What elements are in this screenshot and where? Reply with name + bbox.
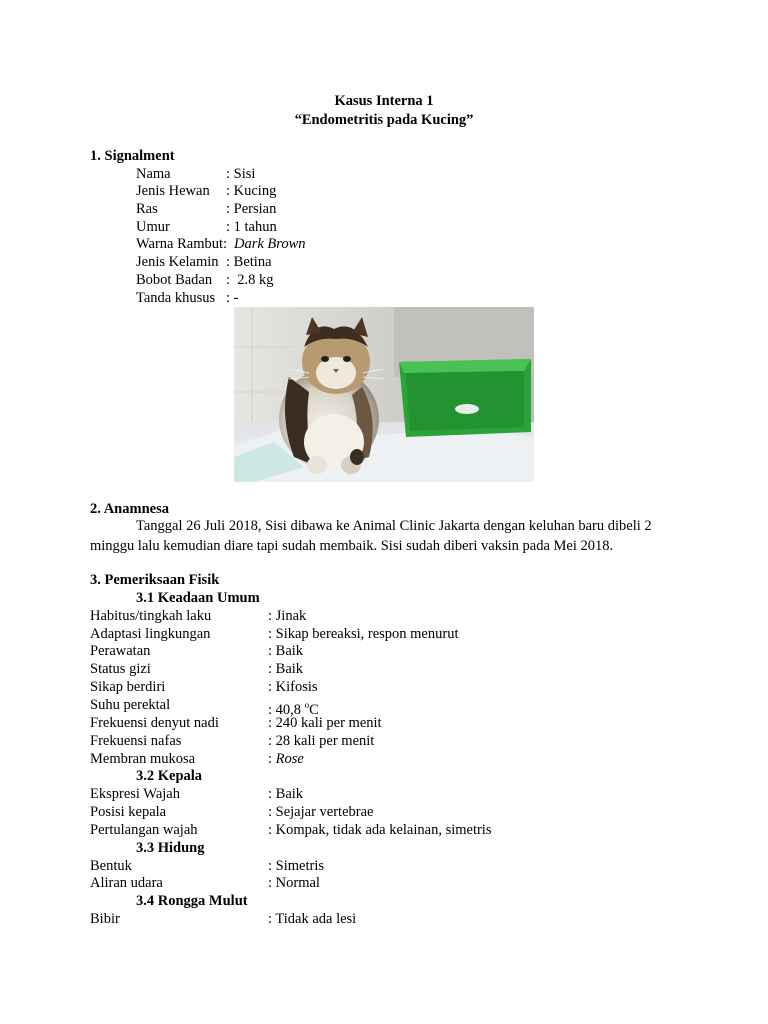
signalment-value: Dark Brown — [234, 236, 306, 252]
section-heading-kepala: 3.2 Kepala — [136, 768, 203, 784]
signalment-label: Warna Rambut: — [136, 236, 228, 252]
exam-label: Bibir — [90, 911, 120, 927]
exam-label: Pertulangan wajah — [90, 822, 198, 838]
exam-label: Bentuk — [90, 858, 132, 874]
exam-value: : Kompak, tidak ada kelainan, simetris — [268, 822, 492, 838]
temperature-value: : 40,8 — [268, 702, 305, 718]
exam-value: : Simetris — [268, 858, 324, 874]
cat-photo — [234, 307, 534, 482]
exam-value: : Baik — [268, 786, 304, 802]
exam-label: Ekspresi Wajah — [90, 786, 180, 802]
mucosa-colon: : — [268, 751, 276, 767]
exam-value: : 28 kali per menit — [268, 733, 375, 749]
exam-value: : Baik — [268, 643, 304, 659]
signalment-label: Bobot Badan — [136, 272, 213, 288]
degree-sup: o — [304, 700, 310, 710]
exam-value: : Kifosis — [268, 679, 318, 695]
anamnesa-text-line: Tanggal 26 Juli 2018, Sisi dibawa ke Animal Clinic Jakarta dengan keluhan baru dibeli 2 — [136, 518, 652, 534]
signalment-label: Nama — [136, 166, 171, 182]
signalment-value: : - — [226, 290, 239, 306]
signalment-label: Jenis Kelamin — [136, 254, 219, 270]
signalment-label: Jenis Hewan — [136, 183, 210, 199]
exam-value-mucosa — [268, 750, 304, 768]
signalment-label: Ras — [136, 201, 158, 217]
exam-value: : Jinak — [268, 608, 307, 624]
exam-label: Perawatan — [90, 643, 151, 659]
document-subtitle: “Endometritis pada Kucing” — [294, 112, 474, 128]
signalment-label: Umur — [136, 219, 170, 235]
exam-label: Sikap berdiri — [90, 679, 166, 695]
anamnesa-heading: 2. Anamnesa — [90, 501, 169, 517]
exam-value: : Baik — [268, 661, 304, 677]
exam-label: Frekuensi nafas — [90, 733, 182, 749]
document-title: Kasus Interna 1 — [334, 93, 434, 109]
signalment-value: : Sisi — [226, 166, 256, 182]
exam-label: Membran mukosa — [90, 751, 196, 767]
mucosa-value: Rose — [275, 751, 304, 767]
exam-value: : Tidak ada lesi — [268, 911, 357, 927]
pemeriksaan-heading: 3. Pemeriksaan Fisik — [90, 572, 220, 588]
section-heading-rongga-mulut: 3.4 Rongga Mulut — [136, 893, 248, 909]
signalment-value: : Kucing — [226, 183, 277, 199]
signalment-value: : 2.8 kg — [226, 272, 274, 288]
section-heading-hidung: 3.3 Hidung — [136, 840, 205, 856]
signalment-label: Tanda khusus — [136, 290, 216, 306]
exam-label: Adaptasi lingkungan — [90, 626, 211, 642]
section-heading-keadaan-umum: 3.1 Keadaan Umum — [136, 590, 260, 606]
exam-label: Suhu perektal — [90, 697, 171, 713]
temperature-unit: C — [309, 702, 319, 718]
signalment-value: : Persian — [226, 201, 277, 217]
exam-value: : 240 kali per menit — [268, 715, 382, 731]
exam-value: : Sikap bereaksi, respon menurut — [268, 626, 459, 642]
exam-value: : Normal — [268, 875, 320, 891]
exam-value: : Sejajar vertebrae — [268, 804, 374, 820]
signalment-value: : 1 tahun — [226, 219, 277, 235]
exam-label: Posisi kepala — [90, 804, 167, 820]
anamnesa-text-line: minggu lalu kemudian diare tapi sudah membaik. Sisi sudah diberi vaksin pada Mei 2018. — [90, 538, 614, 554]
exam-label: Habitus/tingkah laku — [90, 608, 212, 624]
signalment-value: : Betina — [226, 254, 272, 270]
signalment-heading: 1. Signalment — [90, 148, 175, 164]
exam-label: Aliran udara — [90, 875, 163, 891]
exam-label: Status gizi — [90, 661, 151, 677]
exam-label: Frekuensi denyut nadi — [90, 715, 219, 731]
